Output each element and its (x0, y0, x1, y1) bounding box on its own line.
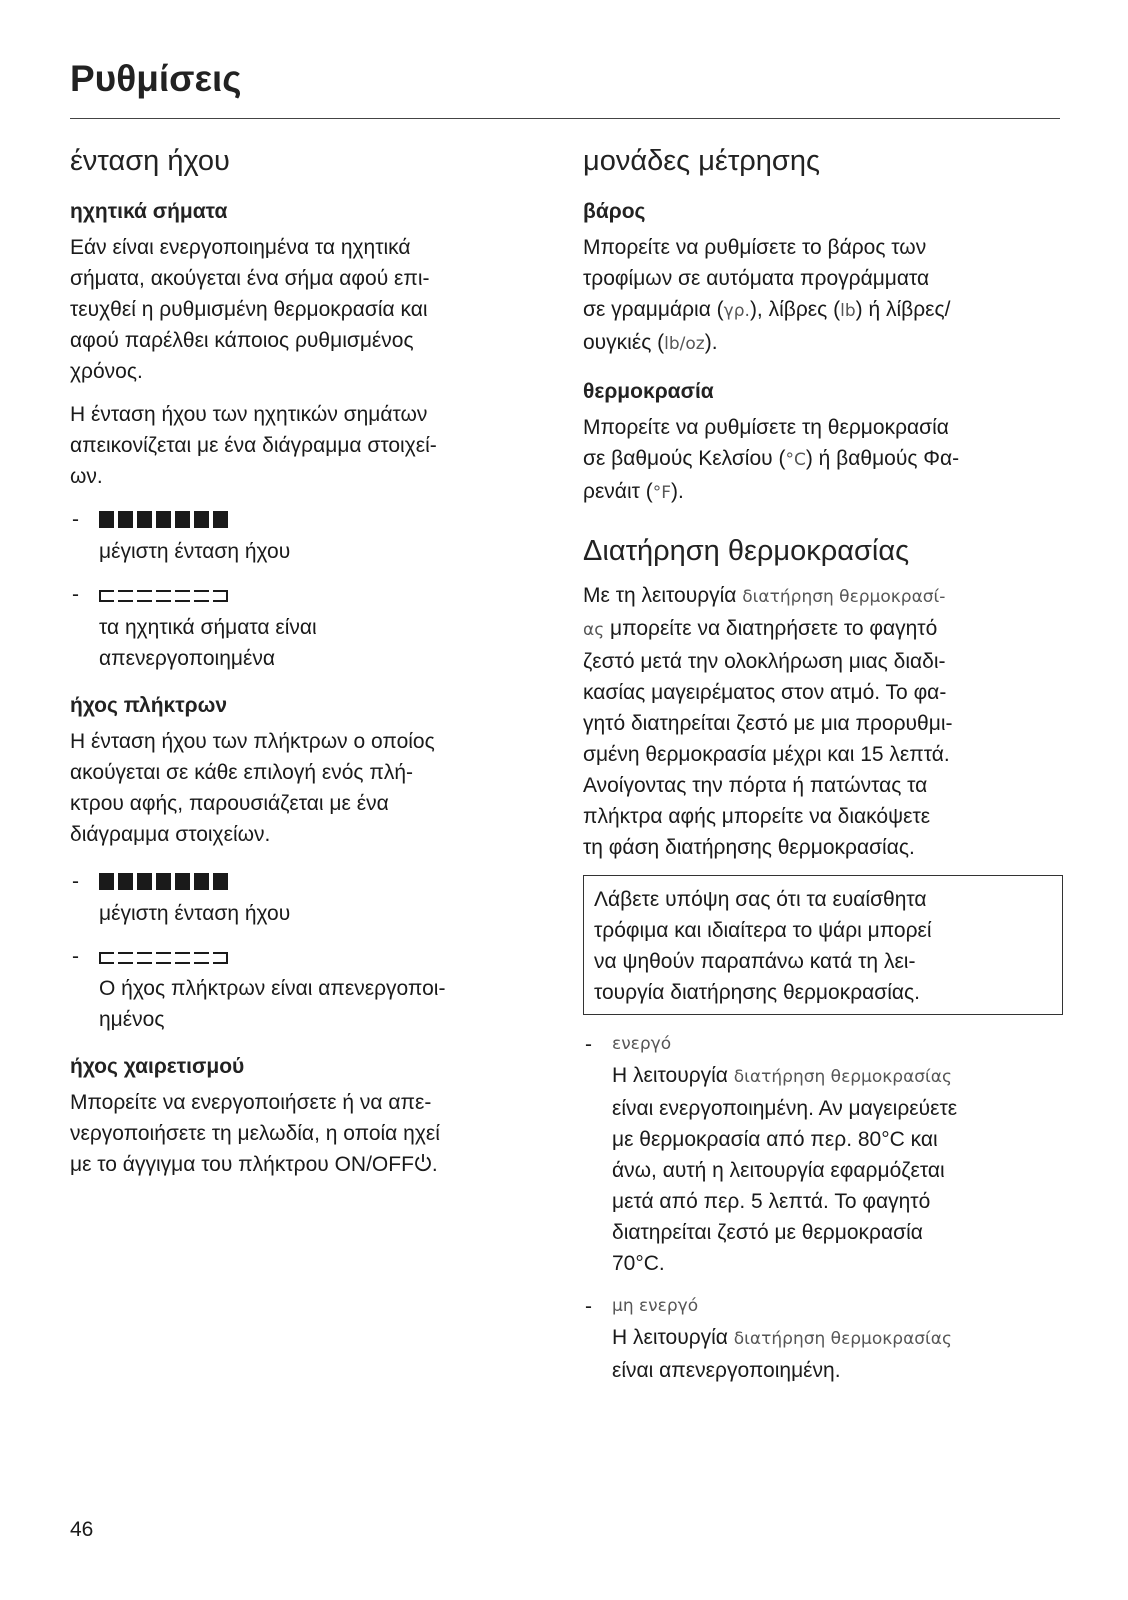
subheading-weight: βάρος (583, 200, 646, 223)
keys-paragraph: Η ένταση ήχου των πλήκτρων ο οποίος ακούγεται σε κάθε επιλογή ενός πλή- κτρου αφής, παρουσιάζεται με ένα διάγραμμα στοιχείων. (70, 729, 435, 846)
keep-warm-paragraph: Με τη λειτουργία διατήρηση θερμοκρασί- ας μπορείτε να διατηρήσετε το φαγητό ζεστό μετά την ολοκλήρωση μιας διαδι- κασίας μαγειρέματος στον ατμό. Το φα- γητό διατηρείται ζεστό με μια προρυθμι- σμένη θερμοκρασία μέχρι και 15 λεπτά. Ανοίγοντας την πόρτα ή πατώντας τα πλήκτρα αφής μπορείτε να διακόψετε τη φάση διατήρησης θερμοκρασίας. (583, 584, 953, 859)
power-icon (414, 1151, 432, 1182)
greeting-paragraph: Μπορείτε να ενεργοποιήσετε ή να απε- νεργοποιήσετε τη μελωδία, η οποία ηχεί με το άγγιγμα του πλήκτρου ON/OFF . (70, 1087, 560, 1182)
list-item-keep-warm-off: - μη ενεργό Η λειτουργία διατήρηση θερμοκρασίας είναι απενεργοποιημένη. (585, 1295, 952, 1382)
volume-bars-full-icon (99, 504, 228, 535)
volume-bars-empty-icon (99, 581, 228, 612)
list-item-keys-off: - Ο ήχος πλήκτρων είναι απενεργοποι- ημένος (70, 941, 560, 1036)
subheading-signals: ηχητικά σήματα (70, 200, 228, 223)
page-number: 46 (70, 1518, 94, 1541)
volume-bars-full-icon (99, 866, 228, 897)
subheading-temperature: θερμοκρασία (583, 380, 714, 403)
subheading-key-tones: ήχος πλήκτρων (70, 693, 228, 717)
section-heading-keep-warm: Διατήρηση θερμοκρασίας (583, 535, 910, 567)
signals-paragraph-1: Εάν είναι ενεργοποιημένα τα ηχητικά σήματα, ακούγεται ένα σήμα αφού επι- τευχθεί η ρυθμισμένη θερμοκρασία και αφού παρέλθει κάποιος ρυθμισμένος χρόνος. (70, 236, 430, 383)
title-divider (70, 118, 1060, 119)
list-item-signals-off: - τα ηχητικά σήματα είναι απενεργοποιημένα (70, 579, 560, 674)
section-heading-units: μονάδες μέτρησης (583, 145, 820, 177)
list-item-signals-max: - μέγιστη ένταση ήχου (70, 504, 560, 567)
list-item-keep-warm-on: - ενεργό Η λειτουργία διατήρηση θερμοκρασίας είναι ενεργοποιημένη. Αν μαγειρεύετε με θερμοκρασία από περ. 80°C και άνω, αυτή η λειτουργία εφαρμόζεται μετά από περ. 5 λεπτά. Το φαγητό διατηρείται ζεστό με θερμοκρασία 70°C. (585, 1033, 958, 1275)
page-title: Ρυθμίσεις (70, 58, 242, 99)
volume-bars-empty-icon (99, 942, 228, 973)
subheading-greeting-tone: ήχος χαιρετισμού (70, 1055, 245, 1078)
weight-paragraph: Μπορείτε να ρυθμίσετε το βάρος των τροφίμων σε αυτόματα προγράμματα σε γραμμάρια (γρ.), λίβρες (lb) ή λίβρες/ ουγκιές (lb/oz). (583, 236, 951, 354)
signals-paragraph-2: Η ένταση ήχου των ηχητικών σημάτων απεικονίζεται με ένα διάγραμμα στοιχεί- ων. (70, 403, 437, 488)
section-heading-sound-volume: ένταση ήχου (70, 145, 230, 177)
note-box: Λάβετε υπόψη σας ότι τα ευαίσθητα τρόφιμα και ιδιαίτερα το ψάρι μπορεί να ψηθούν παραπάνω κατά τη λει- τουργία διατήρησης θερμοκρασίας. (583, 875, 1063, 1015)
right-column (583, 145, 1063, 1398)
list-item-keys-max: - μέγιστη ένταση ήχου (70, 866, 560, 929)
left-column (70, 145, 560, 1194)
temperature-paragraph: Μπορείτε να ρυθμίσετε τη θερμοκρασία σε βαθμούς Κελσίου (°C) ή βαθμούς Φα- ρενάιτ (°F). (583, 416, 960, 503)
